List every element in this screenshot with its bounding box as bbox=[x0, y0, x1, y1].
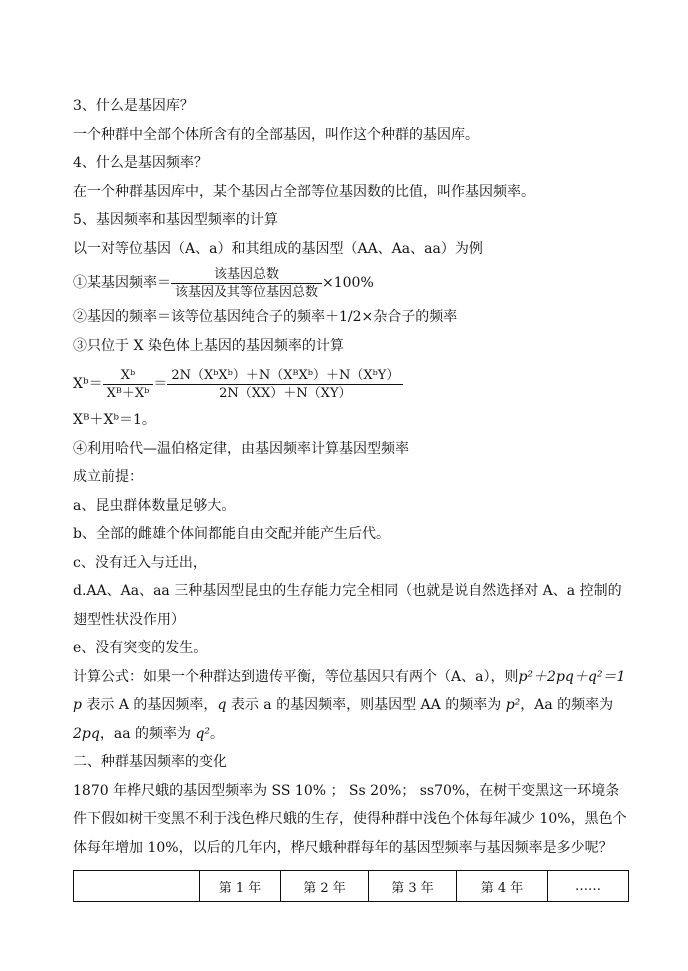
var-p-squared: p² bbox=[505, 697, 521, 713]
calc-text-b: 表示 A 的基因频率， bbox=[81, 697, 218, 713]
premise-title: 成立前提： bbox=[73, 469, 143, 485]
var-p: p bbox=[73, 697, 82, 713]
formula-3-equals: ＝ bbox=[153, 376, 168, 392]
formula-3-lhs: Xᵇ＝ bbox=[73, 376, 103, 392]
premise-d: d.AA、Aa、aa 三种基因型昆虫的生存能力完全相同（也就是说自然选择对 A、a 控制的翅型性状没作用） bbox=[73, 583, 622, 628]
section-2-paragraph: 1870 年桦尺蛾的基因型频率为 SS 10% ； Ss 20%； ss70%，在树干变黑这一环境条件下假如树干变黑不利于浅色桦尺蛾的生存，使得种群中浅色个体每年减少 10%，黑色个体每年增加 10%，以后的几年内，桦尺蛾种群每年的基因型频率与基因频率是多少呢？ bbox=[73, 782, 627, 856]
table-header-year-2: 第 2 年 bbox=[281, 871, 369, 902]
q4-answer: 在一个种群基因库中，某个基因占全部等位基因数的比值，叫作基因频率。 bbox=[73, 183, 535, 200]
q4-title: 4、什么是基因频率？ bbox=[73, 155, 208, 171]
premise-c: c、没有迁入与迁出， bbox=[73, 554, 207, 571]
hardy-weinberg-formula: p²＋2pq＋q²＝1 bbox=[518, 668, 626, 685]
calc-text-e: ，aa 的频率为 bbox=[99, 725, 196, 742]
table-row bbox=[74, 871, 629, 902]
formula-gene-frequency bbox=[73, 263, 633, 303]
formula-4-title: ④利用哈代—温伯格定律，由基因频率计算基因型频率 bbox=[73, 440, 409, 457]
q5-title: 5、基因频率和基因型频率的计算 bbox=[73, 212, 278, 228]
calc-text-d: ，Aa 的频率为 bbox=[520, 697, 614, 713]
calc-text-f: 。 bbox=[210, 725, 225, 742]
var-2pq: 2pq bbox=[73, 725, 100, 742]
q3-answer: 一个种群中全部个体所含有的全部基因，叫作这个种群的基因库。 bbox=[73, 126, 479, 143]
table-cell-corner bbox=[74, 871, 200, 902]
formula-3-title: ③只位于 X 染色体上基因的基因频率的计算 bbox=[73, 337, 344, 354]
table-header-year-4: 第 4 年 bbox=[457, 871, 548, 902]
section-2-title: 二、种群基因频率的变化 bbox=[73, 754, 227, 770]
year-table bbox=[73, 870, 629, 902]
formula-3-frac2-denominator: 2N（XX）＋N（XY） bbox=[167, 384, 403, 402]
premise-e: e、没有突变的发生。 bbox=[73, 640, 208, 656]
premise-b: b、全部的雌雄个体间都能自由交配并能产生后代。 bbox=[73, 526, 390, 542]
formula-1-fraction bbox=[171, 266, 322, 301]
formula-x-linked bbox=[73, 362, 633, 406]
table-header-ellipsis: …… bbox=[548, 871, 629, 902]
formula-3-frac2-numerator: 2N（XᵇXᵇ）＋N（XᴮXᵇ）＋N（XᵇY） bbox=[171, 367, 400, 383]
calc-formula-paragraph bbox=[73, 663, 633, 749]
formula-3-frac1-denominator: Xᴮ＋Xᵇ bbox=[103, 384, 154, 402]
calc-text-a: 计算公式：如果一个种群达到遗传平衡，等位基因只有两个（A、a），则 bbox=[73, 668, 519, 685]
document-page bbox=[73, 92, 633, 902]
formula-1-denominator: 该基因及其等位基因总数 bbox=[171, 283, 322, 301]
var-q: q bbox=[217, 697, 227, 713]
formula-3-fraction-1 bbox=[103, 367, 154, 402]
premise-a: a、昆虫群体数量足够大。 bbox=[73, 497, 236, 514]
formula-3-sum: Xᴮ＋Xᵇ＝1。 bbox=[73, 412, 156, 428]
table-header-year-1: 第 1 年 bbox=[200, 871, 281, 902]
formula-2: ②基因的频率＝该等位基因纯合子的频率＋1/2×杂合子的频率 bbox=[73, 309, 458, 325]
q3-title: 3、什么是基因库？ bbox=[73, 98, 194, 114]
var-q-squared: q² bbox=[195, 725, 211, 742]
formula-3-fraction-2 bbox=[167, 367, 403, 402]
formula-1-numerator: 该基因总数 bbox=[214, 266, 280, 282]
formula-1-suffix: ×100% bbox=[322, 275, 374, 291]
calc-text-c: 表示 a 的基因频率，则基因型 AA 的频率为 bbox=[226, 697, 506, 713]
q5-intro: 以一对等位基因（A、a）和其组成的基因型（AA、Aa、aa）为例 bbox=[73, 240, 483, 257]
formula-3-frac1-numerator: Xᵇ bbox=[120, 367, 136, 383]
table-header-year-3: 第 3 年 bbox=[369, 871, 457, 902]
formula-1-prefix: ①某基因频率＝ bbox=[73, 275, 171, 291]
